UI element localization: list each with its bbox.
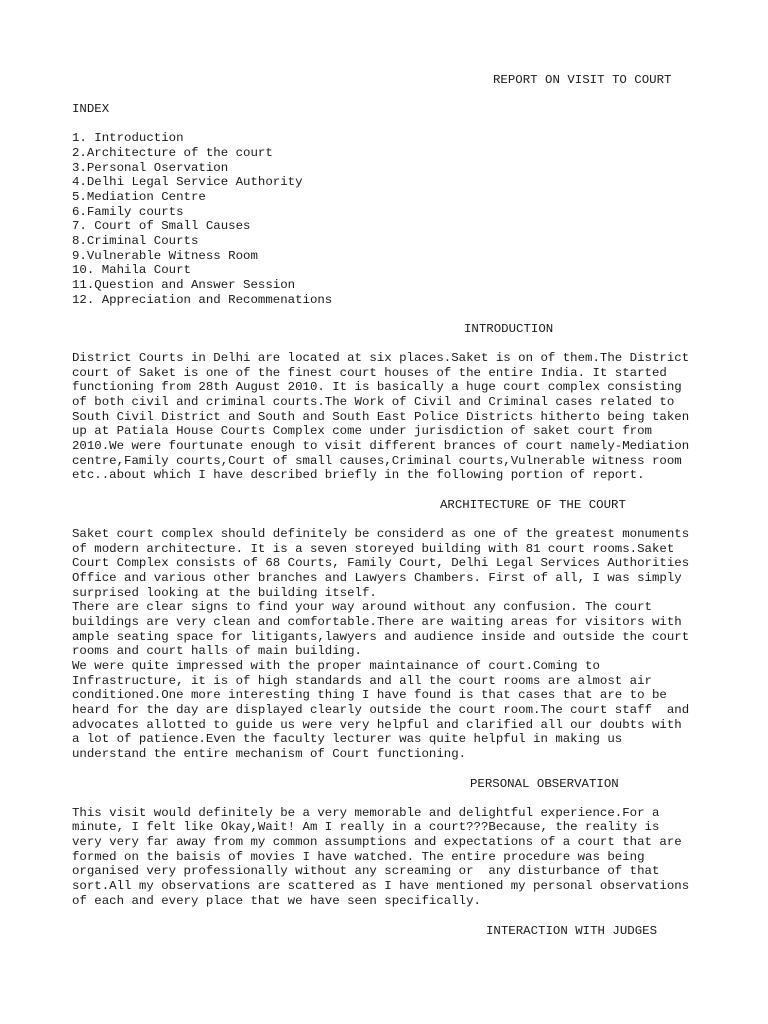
paragraph-line: of modern architecture. It is a seven storeyed building with 81 court rooms.Saket — [72, 542, 675, 556]
section-heading: INTERACTION WITH JUDGES — [486, 924, 658, 938]
index-item: 9.Vulnerable Witness Room — [72, 249, 258, 263]
paragraph-line: District Courts in Delhi are located at six places.Saket is on of them.The District — [72, 351, 690, 365]
index-item: 7. Court of Small Causes — [72, 219, 251, 233]
section-heading: PERSONAL OBSERVATION — [470, 777, 619, 791]
paragraph-line: surprised looking at the building itself. — [72, 586, 377, 600]
index-item: 2.Architecture of the court — [72, 146, 273, 160]
index-item: 3.Personal Oservation — [72, 161, 229, 175]
index-heading: INDEX — [72, 102, 110, 116]
paragraph-line: up at Patiala House Courts Complex come under jurisdiction of saket court from — [72, 424, 652, 438]
index-item: 1. Introduction — [72, 131, 184, 145]
paragraph-line: etc..about which I have described briefly in the following portion of report. — [72, 468, 645, 482]
paragraph-line: formed on the baisis of movies I have watched. The entire procedure was being — [72, 850, 645, 864]
paragraph-line: advocates allotted to guide us were very helpful and clarified all our doubts with — [72, 718, 682, 732]
paragraph-line: Infrastructure, it is of high standards and all the court rooms are almost air — [72, 674, 652, 688]
paragraph-line: organised very professionally without any screaming or any disturbance of that — [72, 864, 660, 878]
paragraph-line: sort.All my observations are scattered as I have mentioned my personal observations — [72, 879, 690, 893]
paragraph-line: South Civil District and South and South East Police Districts hitherto being taken — [72, 410, 690, 424]
index-item: 4.Delhi Legal Service Authority — [72, 175, 303, 189]
paragraph-line: a lot of patience.Even the faculty lecturer was quite helpful in making us — [72, 732, 623, 746]
paragraph-line: Court Complex consists of 68 Courts, Family Court, Delhi Legal Services Authorities — [72, 556, 690, 570]
paragraph-line: minute, I felt like Okay,Wait! Am I really in a court???Because, the reality is — [72, 820, 660, 834]
paragraph-line: centre,Family courts,Court of small causes,Criminal courts,Vulnerable witness room — [72, 454, 682, 468]
index-item: 10. Mahila Court — [72, 263, 191, 277]
paragraph-line: ample seating space for litigants,lawyers and audience inside and outside the court — [72, 630, 690, 644]
paragraph-line: rooms and court halls of main building. — [72, 644, 362, 658]
paragraph-line: This visit would definitely be a very memorable and delightful experience.For a — [72, 806, 660, 820]
paragraph-line: Office and various other branches and Lawyers Chambers. First of all, I was simply — [72, 571, 682, 585]
paragraph-line: understand the entire mechanism of Court functioning. — [72, 747, 467, 761]
paragraph-line: of each and every place that we have seen specifically. — [72, 894, 481, 908]
index-item: 12. Appreciation and Recommenations — [72, 293, 333, 307]
index-item: 5.Mediation Centre — [72, 190, 206, 204]
paragraph-line: buildings are very clean and comfortable.There are waiting areas for visitors with — [72, 615, 682, 629]
index-item: 11.Question and Answer Session — [72, 278, 296, 292]
paragraph-line: court of Saket is one of the finest court houses of the entire India. It started — [72, 366, 667, 380]
paragraph-line: conditioned.One more interesting thing I have found is that cases that are to be — [72, 688, 667, 702]
paragraph-line: functioning from 28th August 2010. It is basically a huge court complex consisting — [72, 380, 682, 394]
report-title: REPORT ON VISIT TO COURT — [493, 73, 672, 87]
section-heading: INTRODUCTION — [464, 322, 554, 336]
paragraph-line: We were quite impressed with the proper maintainance of court.Coming to — [72, 659, 600, 673]
index-item: 8.Criminal Courts — [72, 234, 199, 248]
paragraph-line: of both civil and criminal courts.The Work of Civil and Criminal cases related to — [72, 395, 675, 409]
paragraph-line: There are clear signs to find your way around without any confusion. The court — [72, 600, 652, 614]
paragraph-line: Saket court complex should definitely be considerd as one of the greatest monuments — [72, 527, 690, 541]
paragraph-line: very very far away from my common assumptions and expectations of a court that are — [72, 835, 682, 849]
paragraph-line: heard for the day are displayed clearly outside the court room.The court staff and — [72, 703, 690, 717]
index-item: 6.Family courts — [72, 205, 184, 219]
section-heading: ARCHITECTURE OF THE COURT — [440, 498, 626, 512]
paragraph-line: 2010.We were fourtunate enough to visit different brances of court namely-Mediation — [72, 439, 690, 453]
